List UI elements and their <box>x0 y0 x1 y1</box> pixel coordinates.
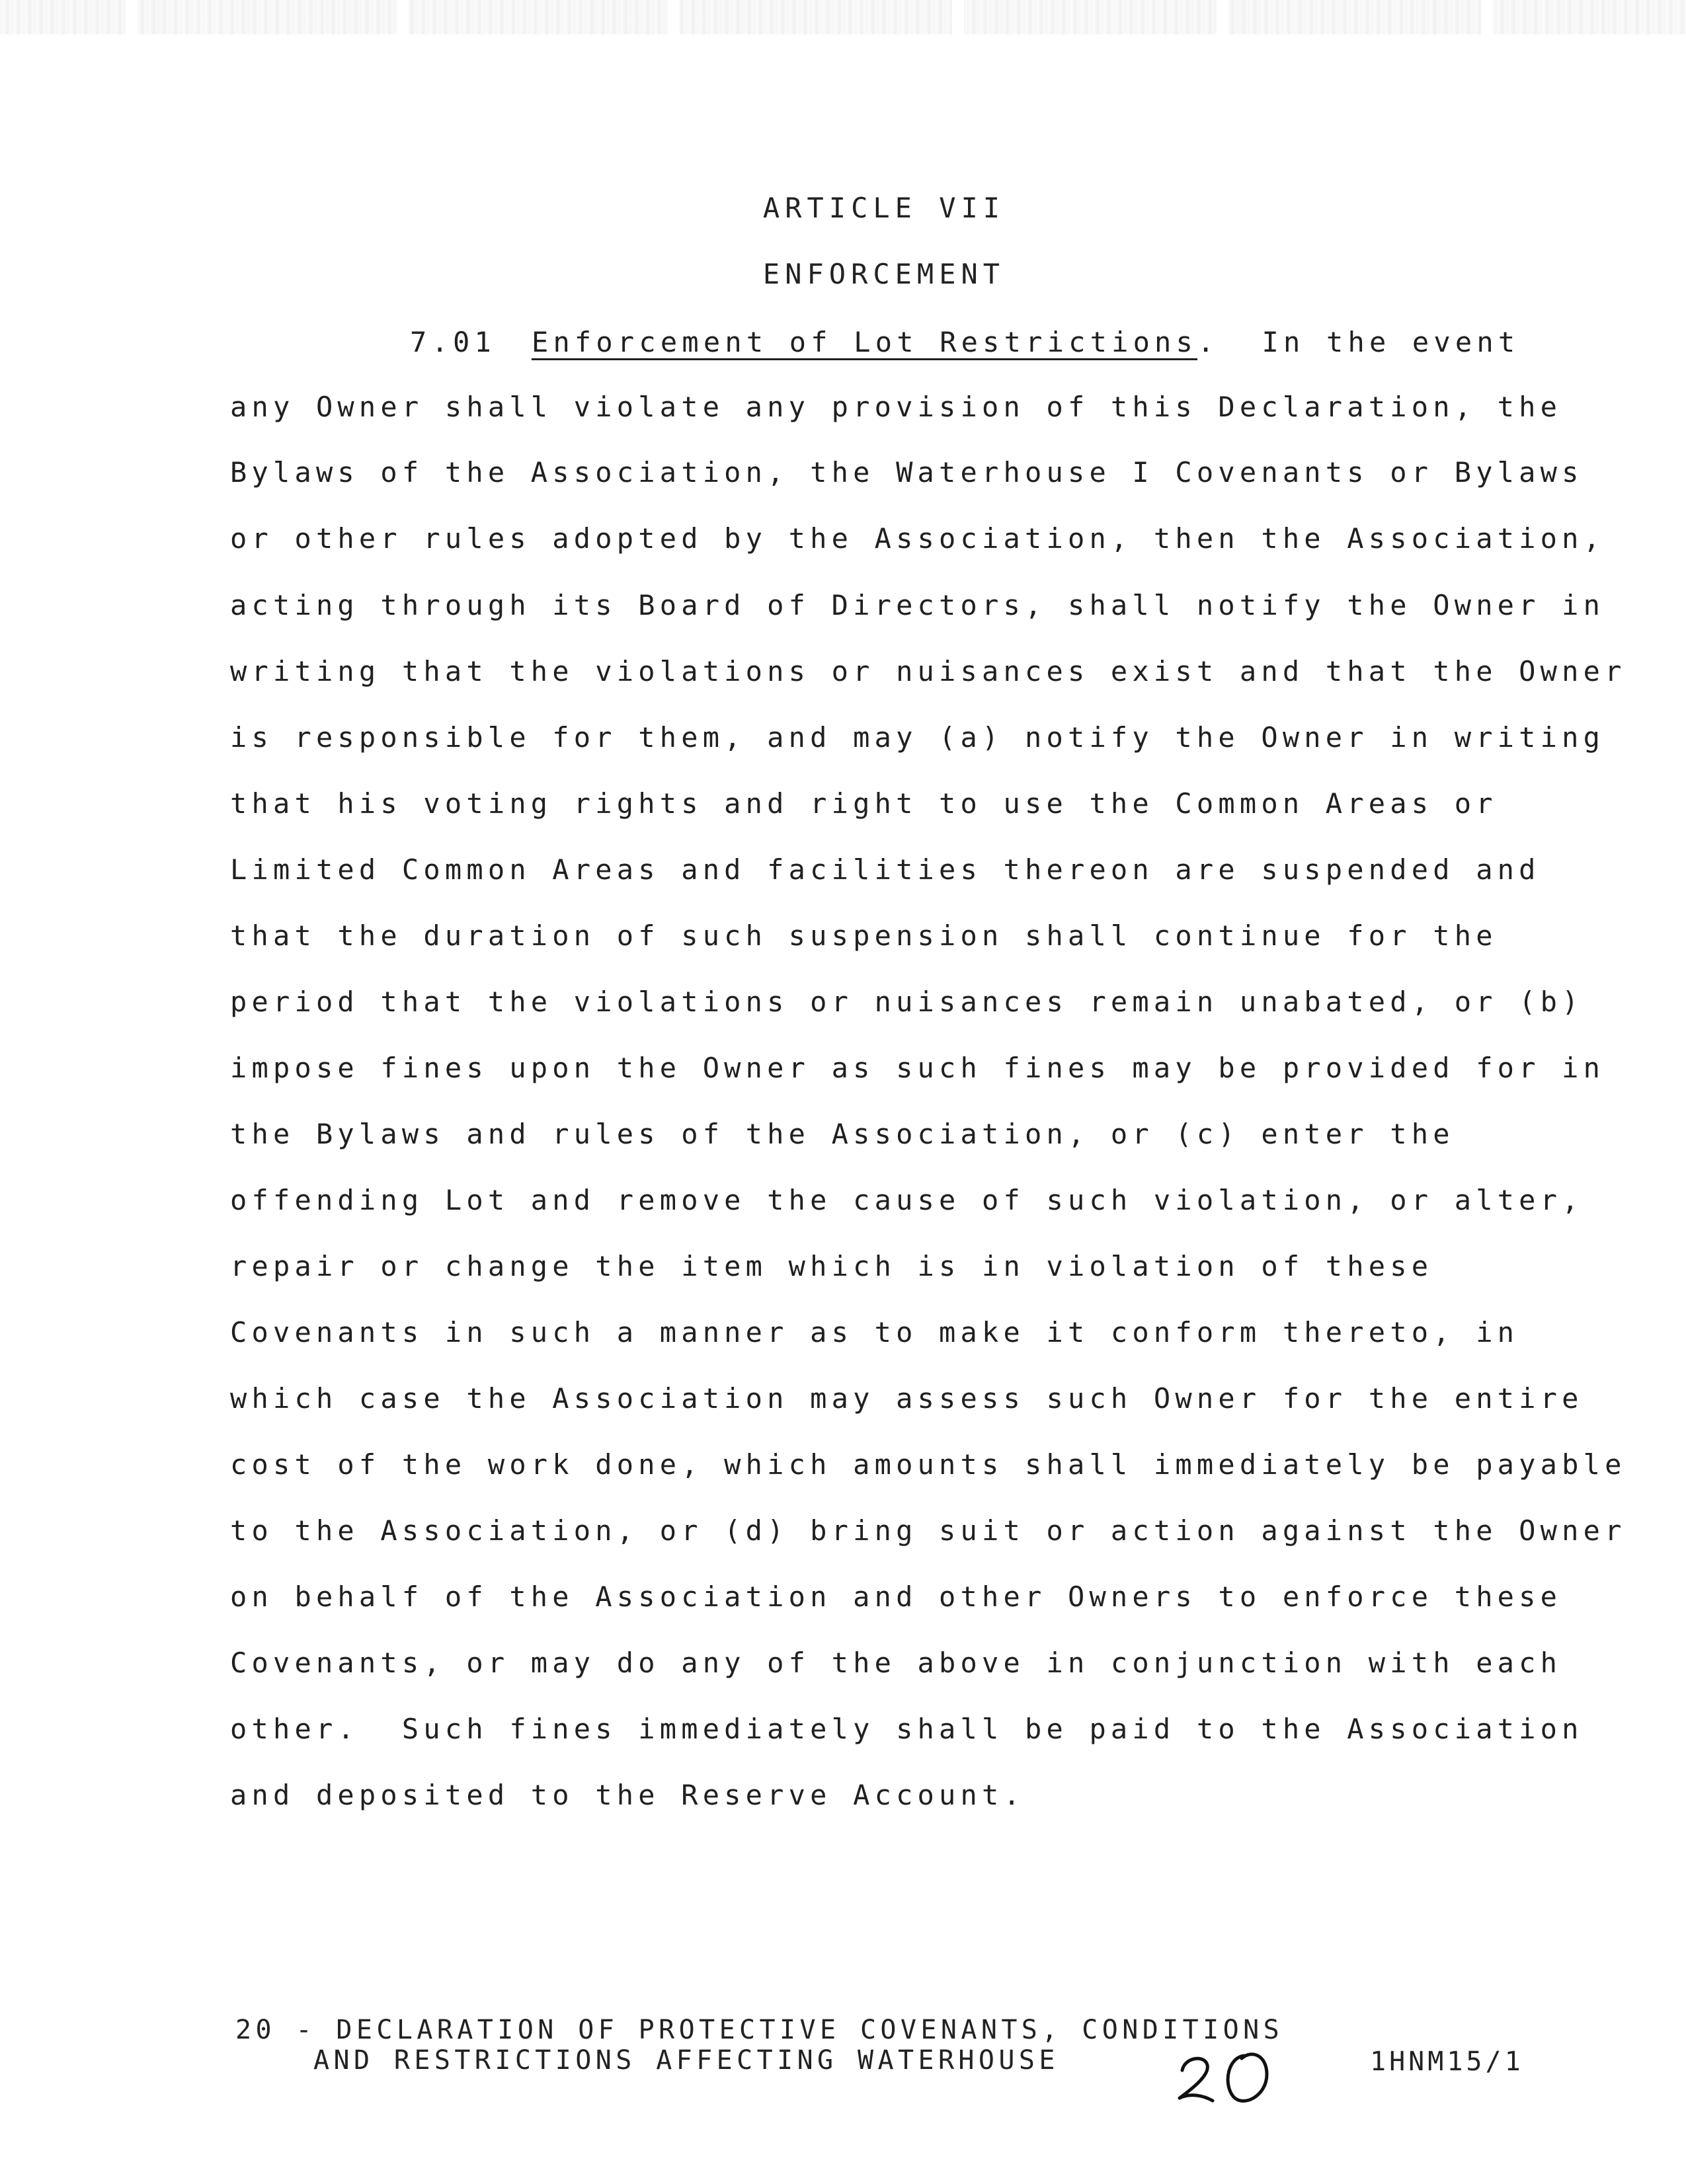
body-line: period that the violations or nuisances remain unabated, or (b) <box>230 986 1584 1018</box>
section-number: 7.01 <box>410 326 496 358</box>
body-line: that his voting rights and right to use the Common Areas or <box>230 787 1498 820</box>
body-line: Bylaws of the Association, the Waterhouse I Covenants or Bylaws <box>230 456 1584 488</box>
body-line: Limited Common Areas and facilities thereon are suspended and <box>230 853 1541 886</box>
article-title: ARTICLE VII <box>762 192 1006 224</box>
body-line: writing that the violations or nuisances exist and that the Owner <box>230 655 1626 687</box>
body-line: or other rules adopted by the Association, then the Association, <box>230 522 1605 555</box>
body-line: cost of the work done, which amounts shall immediately be payable <box>230 1448 1626 1481</box>
handwritten-page-number <box>1170 2036 1303 2109</box>
article-subtitle: ENFORCEMENT <box>762 258 1006 290</box>
body-line: Covenants in such a manner as to make it conform thereto, in <box>230 1316 1519 1348</box>
footer-document-title-line-2: AND RESTRICTIONS AFFECTING WATERHOUSE <box>313 2045 1059 2076</box>
scan-gap <box>1217 0 1228 34</box>
scan-gap <box>668 0 680 34</box>
scan-gap <box>126 0 138 34</box>
section-title: Enforcement of Lot Restrictions <box>531 326 1198 358</box>
body-line: impose fines upon the Owner as such fines may be provided for in <box>230 1052 1605 1084</box>
footer-document-title-line-1: 20 - DECLARATION OF PROTECTIVE COVENANTS, CONDITIONS <box>235 2015 1284 2045</box>
body-line: other. Such fines immediately shall be paid to the Association <box>230 1713 1584 1745</box>
body-line: is responsible for them, and may (a) notify the Owner in writing <box>230 721 1605 754</box>
scan-artifact-strip <box>0 0 1686 34</box>
scan-gap <box>397 0 409 34</box>
body-line: and deposited to the Reserve Account. <box>230 1779 1025 1811</box>
body-line: offending Lot and remove the cause of such violation, or alter, <box>230 1184 1584 1216</box>
body-line: acting through its Board of Directors, shall notify the Owner in <box>230 589 1605 621</box>
body-line: any Owner shall violate any provision of this Declaration, the <box>230 391 1562 423</box>
body-line: to the Association, or (d) bring suit or action against the Owner <box>230 1514 1626 1547</box>
body-line: repair or change the item which is in violation of these <box>230 1250 1433 1282</box>
scan-gap <box>952 0 964 34</box>
section-heading-line <box>410 325 1519 360</box>
body-line: on behalf of the Association and other Owners to enforce these <box>230 1580 1562 1613</box>
body-line: that the duration of such suspension shall continue for the <box>230 919 1498 952</box>
scan-gap <box>1481 0 1493 34</box>
section-title-period: . <box>1197 326 1219 358</box>
body-line: Covenants, or may do any of the above in conjunction with each <box>230 1647 1562 1679</box>
body-line: which case the Association may assess such Owner for the entire <box>230 1382 1584 1415</box>
section-lead-text: In the event <box>1262 326 1520 358</box>
footer-document-code: 1HNM15/1 <box>1370 2047 1524 2077</box>
body-line: the Bylaws and rules of the Association, or (c) enter the <box>230 1118 1455 1150</box>
